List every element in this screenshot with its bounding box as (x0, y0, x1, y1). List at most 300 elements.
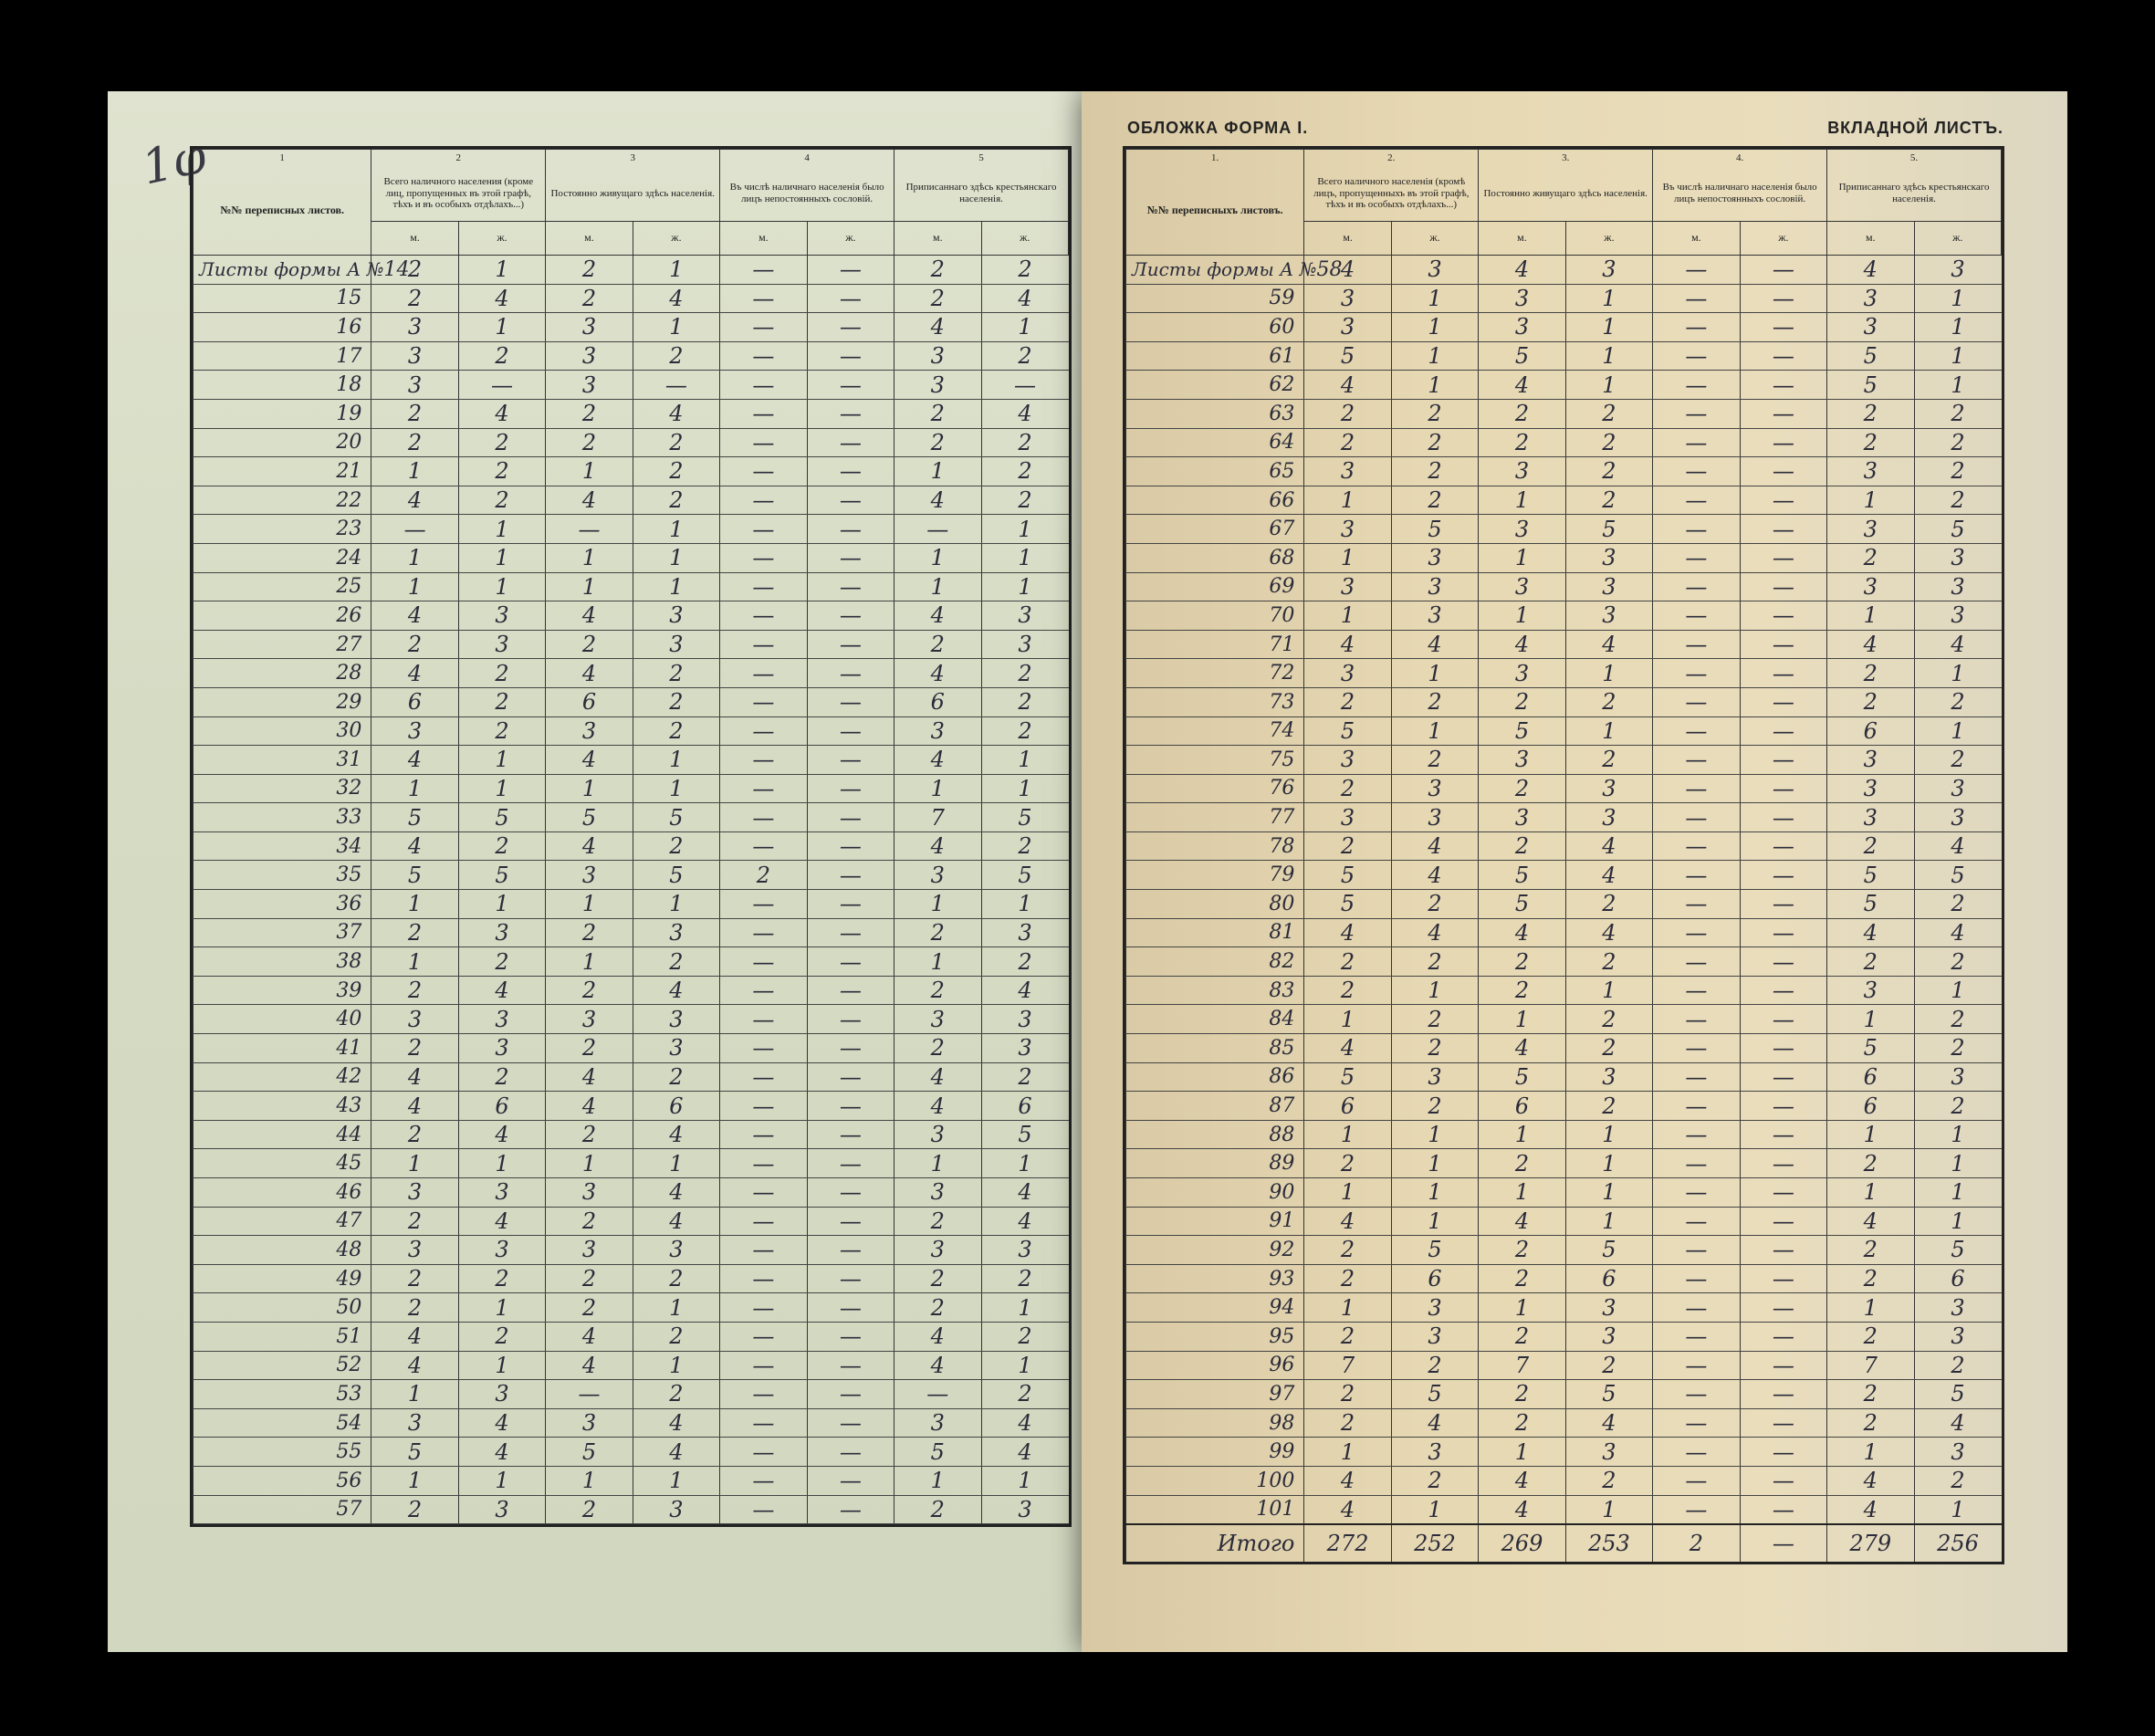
count-cell-c3f: 1 (1565, 1120, 1652, 1149)
sheet-number: 92 (1269, 1238, 1295, 1261)
count-cell-c5f: 1 (981, 313, 1068, 342)
count-cell-c2f: 2 (1391, 1351, 1478, 1380)
col4-header: Въ числѣ наличнаго населенія было лицъ непостоянныхъ сословій. (1653, 166, 1827, 222)
sheet-number-cell (1126, 1207, 1304, 1236)
count-cell-c4m: — (720, 746, 807, 775)
count-cell-c4f: — (1740, 1005, 1826, 1034)
count-cell-c5m: 2 (894, 284, 981, 313)
count-cell-c4m: — (1653, 659, 1740, 688)
count-cell-c4f: — (807, 399, 894, 428)
count-cell-c4f: — (1740, 1438, 1826, 1467)
count-cell-c5m: 1 (1827, 1005, 1914, 1034)
col2-female-header: ж. (1391, 222, 1478, 256)
count-cell-c2f: 1 (1391, 313, 1478, 342)
count-cell-c5f: 1 (1914, 1149, 2001, 1178)
count-cell-c4m: — (720, 687, 807, 716)
count-cell-c5f: 3 (1914, 1293, 2001, 1323)
table-row (194, 1236, 1069, 1265)
sheet-number-cell (194, 284, 371, 313)
count-cell-c2m: 2 (371, 284, 458, 313)
count-cell-c4m: — (720, 399, 807, 428)
count-cell-c4m: — (720, 716, 807, 746)
count-cell-c4f: — (1740, 572, 1826, 601)
count-cell-c3f: 3 (1565, 543, 1652, 572)
count-cell-c3f: 2 (633, 341, 719, 371)
count-cell-c3m: 2 (546, 1120, 633, 1149)
count-cell-c4m: — (1653, 803, 1740, 832)
right-table-header (1126, 150, 2002, 256)
count-cell-c4f: — (1740, 630, 1826, 659)
sheet-number-cell (1126, 256, 1343, 285)
count-cell-c5f: 1 (1914, 1207, 2001, 1236)
count-cell-c5m: 1 (894, 774, 981, 803)
count-cell-c3m: 4 (1479, 918, 1565, 947)
count-cell-c2f: 5 (458, 803, 545, 832)
count-cell-c5m: 1 (894, 543, 981, 572)
count-cell-c2f: 4 (458, 1120, 545, 1149)
col3-male-header: м. (1479, 222, 1565, 256)
count-cell-c3m: 6 (546, 687, 633, 716)
count-cell-c3f: 3 (1565, 1322, 1652, 1351)
count-cell-c5f: 2 (1914, 1092, 2001, 1121)
sheet-number: 44 (336, 1123, 362, 1146)
count-cell-c5f: 3 (1914, 1322, 2001, 1351)
count-cell-c2m: 6 (1304, 1092, 1391, 1121)
table-row (194, 486, 1069, 515)
table-row (194, 284, 1069, 313)
count-cell-c5m: 7 (1827, 1351, 1914, 1380)
count-cell-c4m: — (720, 1495, 807, 1524)
count-cell-c4f: — (807, 486, 894, 515)
count-cell-c3m: 4 (546, 601, 633, 631)
total-cell-c2m: 272 (1304, 1524, 1391, 1562)
count-cell-c3f: 2 (1565, 399, 1652, 428)
sheet-number: 49 (336, 1267, 362, 1291)
count-cell-c4f: — (1740, 313, 1826, 342)
count-cell-c3m: 5 (1479, 890, 1565, 919)
sheet-number: 39 (336, 978, 362, 1002)
count-cell-c2m: 2 (371, 399, 458, 428)
count-cell-c3f: 2 (1565, 687, 1652, 716)
count-cell-c5m: 4 (894, 313, 981, 342)
count-cell-c3f: 4 (633, 1120, 719, 1149)
count-cell-c5m: 2 (894, 1293, 981, 1323)
count-cell-c4m: — (1653, 1495, 1740, 1524)
count-cell-c5f: 5 (981, 803, 1068, 832)
count-cell-c5f: 2 (1914, 428, 2001, 457)
count-cell-c4f: — (1740, 1062, 1826, 1092)
sheet-number: 94 (1269, 1296, 1295, 1320)
table-row (194, 1322, 1069, 1351)
sheet-number: 69 (1269, 575, 1295, 599)
count-cell-c3m: — (546, 1380, 633, 1409)
count-cell-c4m: — (720, 601, 807, 631)
count-cell-c2m: 1 (1304, 1005, 1391, 1034)
count-cell-c2f: 2 (458, 428, 545, 457)
count-cell-c3m: 1 (546, 572, 633, 601)
count-cell-c3f: 3 (633, 1495, 719, 1524)
count-cell-c2f: 2 (1391, 687, 1478, 716)
count-cell-c4f: — (1740, 1149, 1826, 1178)
insert-sheet-title: ВКЛАДНОЙ ЛИСТЪ. (1827, 119, 2003, 137)
count-cell-c4f: — (807, 1092, 894, 1121)
count-cell-c5m: 2 (1827, 1322, 1914, 1351)
count-cell-c3f: 2 (1565, 947, 1652, 977)
col5-female-header: ж. (1914, 222, 2001, 256)
count-cell-c3m: 2 (1479, 428, 1565, 457)
sheet-number: 66 (1269, 488, 1295, 512)
table-row (194, 1264, 1069, 1293)
count-cell-c4f: — (807, 1466, 894, 1495)
table-row (194, 831, 1069, 861)
col2-header: Всего наличного населения (кроме лиц, пропущенных въ этой графѣ, тѣхъ и въ особыхъ отдѣлахъ...) (371, 166, 546, 222)
count-cell-c5f: 5 (1914, 515, 2001, 544)
count-cell-c2f: 1 (1391, 1178, 1478, 1208)
count-cell-c4f: — (807, 1380, 894, 1409)
sheet-number: 52 (336, 1354, 362, 1377)
count-cell-c5f: 3 (981, 1495, 1068, 1524)
table-row (1126, 1438, 2002, 1467)
count-cell-c2m: 1 (371, 890, 458, 919)
sheet-number: 100 (1256, 1469, 1295, 1492)
count-cell-c2f: 4 (458, 1207, 545, 1236)
sheet-number-cell (1126, 543, 1304, 572)
count-cell-c3f: 2 (1565, 1034, 1652, 1063)
count-cell-c4f: — (807, 630, 894, 659)
count-cell-c2f: 2 (458, 1322, 545, 1351)
table-row (1126, 1322, 2002, 1351)
sheet-number: 83 (1269, 978, 1295, 1002)
count-cell-c3f: 6 (633, 1092, 719, 1121)
count-cell-c2m: 1 (371, 947, 458, 977)
table-row (194, 1062, 1069, 1092)
count-cell-c5f: 3 (1914, 1438, 2001, 1467)
count-cell-c2m: 3 (1304, 457, 1391, 486)
col2-female-header: ж. (458, 222, 545, 256)
count-cell-c5m: 4 (1827, 1495, 1914, 1524)
count-cell-c5f: 1 (1914, 716, 2001, 746)
count-cell-c5m: 3 (1827, 976, 1914, 1005)
count-cell-c3f: 3 (1565, 601, 1652, 631)
sheet-number-cell (1126, 659, 1304, 688)
sheet-number: 75 (1269, 748, 1295, 771)
count-cell-c3f: 5 (1565, 1236, 1652, 1265)
count-cell-c4m: — (1653, 1120, 1740, 1149)
count-cell-c3f: 4 (633, 284, 719, 313)
count-cell-c3m: 4 (546, 1351, 633, 1380)
count-cell-c2m: 2 (371, 428, 458, 457)
count-cell-c3f: 2 (1565, 486, 1652, 515)
count-cell-c3m: 2 (546, 1495, 633, 1524)
count-cell-c4f: — (807, 601, 894, 631)
count-cell-c4m: — (720, 1092, 807, 1121)
count-cell-c4m: — (1653, 1149, 1740, 1178)
count-cell-c5f: 3 (1914, 1062, 2001, 1092)
count-cell-c3f: 4 (1565, 918, 1652, 947)
count-cell-c3m: 1 (546, 543, 633, 572)
count-cell-c3m: — (546, 515, 633, 544)
sheet-number: 19 (336, 402, 362, 425)
total-cell-c3m: 269 (1479, 1524, 1565, 1562)
sheet-number: 33 (336, 806, 362, 830)
col5-male-header: м. (1827, 222, 1914, 256)
count-cell-c2f: 1 (458, 746, 545, 775)
count-cell-c3f: 2 (1565, 890, 1652, 919)
count-cell-c2m: 4 (1304, 256, 1391, 285)
count-cell-c3f: 1 (1565, 1149, 1652, 1178)
count-cell-c2m: 5 (1304, 861, 1391, 890)
sheet-number: 41 (336, 1036, 362, 1060)
count-cell-c4m: — (720, 1264, 807, 1293)
count-cell-c3m: 4 (1479, 256, 1565, 285)
count-cell-c4f: — (1740, 1034, 1826, 1063)
count-cell-c4m: — (720, 1062, 807, 1092)
count-cell-c3m: 2 (1479, 1380, 1565, 1409)
count-cell-c3f: 3 (633, 601, 719, 631)
count-cell-c4m: — (720, 976, 807, 1005)
sheet-number-cell (1126, 428, 1304, 457)
count-cell-c2f: 4 (458, 399, 545, 428)
count-cell-c2f: 1 (458, 543, 545, 572)
count-cell-c2f: 1 (1391, 659, 1478, 688)
total-label: Итого (1126, 1524, 1304, 1562)
table-row (1126, 543, 2002, 572)
sheet-number-cell (194, 1092, 371, 1121)
table-row (194, 716, 1069, 746)
count-cell-c4m: — (720, 1005, 807, 1034)
count-cell-c2f: 1 (1391, 341, 1478, 371)
count-cell-c5m: 2 (1827, 831, 1914, 861)
count-cell-c2f: 1 (1391, 1207, 1478, 1236)
count-cell-c5f: 1 (981, 1351, 1068, 1380)
count-cell-c4m: — (1653, 313, 1740, 342)
count-cell-c5m: 1 (894, 457, 981, 486)
count-cell-c2f: 3 (458, 1034, 545, 1063)
count-cell-c4m: — (1653, 428, 1740, 457)
table-row (194, 371, 1069, 400)
table-row (1126, 774, 2002, 803)
count-cell-c3m: 3 (1479, 313, 1565, 342)
count-cell-c2f: 2 (1391, 947, 1478, 977)
margin-note: 1φ (137, 129, 211, 196)
count-cell-c2m: 4 (371, 601, 458, 631)
count-cell-c2f: 3 (1391, 1322, 1478, 1351)
sheet-number: 67 (1269, 518, 1295, 541)
count-cell-c5m: 2 (894, 428, 981, 457)
sheet-number-cell (194, 1351, 371, 1380)
count-cell-c2m: 4 (1304, 918, 1391, 947)
count-cell-c5f: 2 (1914, 947, 2001, 977)
count-cell-c2m: 2 (1304, 1149, 1391, 1178)
count-cell-c3m: 5 (546, 1438, 633, 1467)
count-cell-c3f: 2 (633, 716, 719, 746)
count-cell-c3m: 2 (546, 630, 633, 659)
sheet-number-cell (194, 1380, 371, 1409)
count-cell-c3f: 2 (1565, 746, 1652, 775)
count-cell-c2m: 1 (1304, 543, 1391, 572)
count-cell-c2m: 1 (1304, 1293, 1391, 1323)
count-cell-c2m: 3 (1304, 313, 1391, 342)
count-cell-c3m: 3 (1479, 515, 1565, 544)
count-cell-c3f: 2 (633, 457, 719, 486)
count-cell-c2f: 2 (458, 947, 545, 977)
col-number-5: 5. (1827, 150, 2002, 167)
count-cell-c3f: 1 (1565, 976, 1652, 1005)
sheet-number: 87 (1269, 1094, 1295, 1118)
count-cell-c3m: 4 (1479, 371, 1565, 400)
count-cell-c2f: 4 (1391, 630, 1478, 659)
count-cell-c3m: 2 (546, 284, 633, 313)
count-cell-c2m: 2 (371, 1034, 458, 1063)
sheet-number-cell (1126, 1322, 1304, 1351)
count-cell-c2f: 2 (458, 831, 545, 861)
count-cell-c4f: — (807, 515, 894, 544)
count-cell-c5m: 3 (894, 716, 981, 746)
count-cell-c3f: 1 (633, 515, 719, 544)
count-cell-c5f: 1 (1914, 1178, 2001, 1208)
table-row (1126, 1120, 2002, 1149)
table-row (1126, 1207, 2002, 1236)
count-cell-c4f: — (807, 890, 894, 919)
count-cell-c2m: 2 (1304, 428, 1391, 457)
sheet-number-cell (1126, 1351, 1304, 1380)
count-cell-c2m: 2 (371, 918, 458, 947)
count-cell-c2f: 3 (1391, 543, 1478, 572)
count-cell-c3m: 2 (546, 399, 633, 428)
table-row (194, 341, 1069, 371)
count-cell-c5m: 4 (894, 1092, 981, 1121)
count-cell-c3m: 3 (546, 371, 633, 400)
count-cell-c2f: 1 (458, 572, 545, 601)
count-cell-c5m: 1 (1827, 1178, 1914, 1208)
count-cell-c4m: — (1653, 687, 1740, 716)
table-row (1126, 486, 2002, 515)
count-cell-c5f: 2 (1914, 486, 2001, 515)
sheet-number-cell (1126, 1466, 1304, 1495)
count-cell-c2m: 3 (371, 1236, 458, 1265)
count-cell-c3m: 4 (546, 831, 633, 861)
table-row (1126, 1092, 2002, 1121)
col5-female-header: ж. (981, 222, 1068, 256)
count-cell-c5m: 5 (1827, 1034, 1914, 1063)
count-cell-c2m: 1 (371, 1149, 458, 1178)
count-cell-c3f: 2 (633, 1264, 719, 1293)
count-cell-c3f: 3 (1565, 803, 1652, 832)
count-cell-c4f: — (1740, 774, 1826, 803)
count-cell-c4m: — (720, 918, 807, 947)
count-cell-c5f: 2 (1914, 1005, 2001, 1034)
count-cell-c5m: 4 (894, 659, 981, 688)
count-cell-c5f: 6 (981, 1092, 1068, 1121)
table-row (194, 1120, 1069, 1149)
count-cell-c4f: — (807, 861, 894, 890)
count-cell-c3m: 1 (1479, 1293, 1565, 1323)
count-cell-c4f: — (1740, 1495, 1826, 1524)
count-cell-c2f: 2 (1391, 1005, 1478, 1034)
count-cell-c2f: 3 (1391, 803, 1478, 832)
table-row (1126, 256, 2002, 285)
count-cell-c4m: — (720, 284, 807, 313)
count-cell-c5f: 1 (1914, 341, 2001, 371)
count-cell-c2m: 4 (1304, 371, 1391, 400)
count-cell-c3f: — (633, 371, 719, 400)
count-cell-c3m: 3 (546, 1408, 633, 1438)
count-cell-c2m: 4 (371, 1322, 458, 1351)
table-row (194, 1466, 1069, 1495)
count-cell-c4f: — (1740, 831, 1826, 861)
count-cell-c4m: — (720, 947, 807, 977)
count-cell-c2m: 4 (371, 1351, 458, 1380)
sheet-number-cell (194, 1178, 371, 1208)
count-cell-c4m: — (720, 1408, 807, 1438)
table-row (194, 687, 1069, 716)
count-cell-c2m: 1 (1304, 486, 1391, 515)
count-cell-c2m: 1 (1304, 1438, 1391, 1467)
count-cell-c5m: 4 (894, 831, 981, 861)
count-cell-c3f: 3 (633, 630, 719, 659)
sheet-number: 61 (1269, 344, 1295, 368)
table-row (1126, 687, 2002, 716)
count-cell-c3f: 2 (1565, 428, 1652, 457)
count-cell-c4m: — (720, 1149, 807, 1178)
count-cell-c2m: 3 (1304, 284, 1391, 313)
count-cell-c4m: — (720, 774, 807, 803)
count-cell-c5m: 4 (894, 1351, 981, 1380)
count-cell-c4f: — (807, 774, 894, 803)
count-cell-c4m: — (1653, 976, 1740, 1005)
sheet-number-cell (1126, 399, 1304, 428)
left-census-sheet (190, 146, 1072, 1527)
count-cell-c4f: — (1740, 1466, 1826, 1495)
sheet-number-cell (194, 890, 371, 919)
count-cell-c4m: — (720, 890, 807, 919)
count-cell-c5m: — (894, 515, 981, 544)
count-cell-c3f: 1 (633, 1351, 719, 1380)
count-cell-c2m: 2 (371, 630, 458, 659)
col1-header: №№ переписных листов. (194, 166, 371, 256)
count-cell-c2f: 3 (1391, 1062, 1478, 1092)
count-cell-c3f: 2 (1565, 457, 1652, 486)
count-cell-c4f: — (807, 831, 894, 861)
count-cell-c4m: — (1653, 1264, 1740, 1293)
count-cell-c2f: 3 (458, 1178, 545, 1208)
count-cell-c3m: 3 (1479, 284, 1565, 313)
count-cell-c2m: 2 (1304, 774, 1391, 803)
col4-female-header: ж. (1740, 222, 1826, 256)
table-row (1126, 1466, 2002, 1495)
count-cell-c4m: — (1653, 601, 1740, 631)
sheet-number: 24 (336, 546, 362, 570)
sheet-number: 59 (1269, 287, 1295, 310)
count-cell-c4m: — (1653, 630, 1740, 659)
table-row (194, 947, 1069, 977)
count-cell-c5m: 3 (1827, 284, 1914, 313)
count-cell-c4m: — (1653, 831, 1740, 861)
count-cell-c3f: 3 (633, 918, 719, 947)
sheet-number-cell (194, 1466, 371, 1495)
sheet-number: 21 (336, 459, 362, 483)
count-cell-c3m: 2 (546, 1293, 633, 1323)
col-number-4: 4 (720, 150, 894, 167)
sheet-number-cell (1126, 1264, 1304, 1293)
count-cell-c5f: 2 (981, 831, 1068, 861)
count-cell-c4m: — (720, 1236, 807, 1265)
count-cell-c5m: 3 (1827, 746, 1914, 775)
count-cell-c3m: 1 (1479, 1438, 1565, 1467)
count-cell-c2f: 1 (458, 890, 545, 919)
table-row (1126, 371, 2002, 400)
count-cell-c2f: 1 (1391, 1120, 1478, 1149)
